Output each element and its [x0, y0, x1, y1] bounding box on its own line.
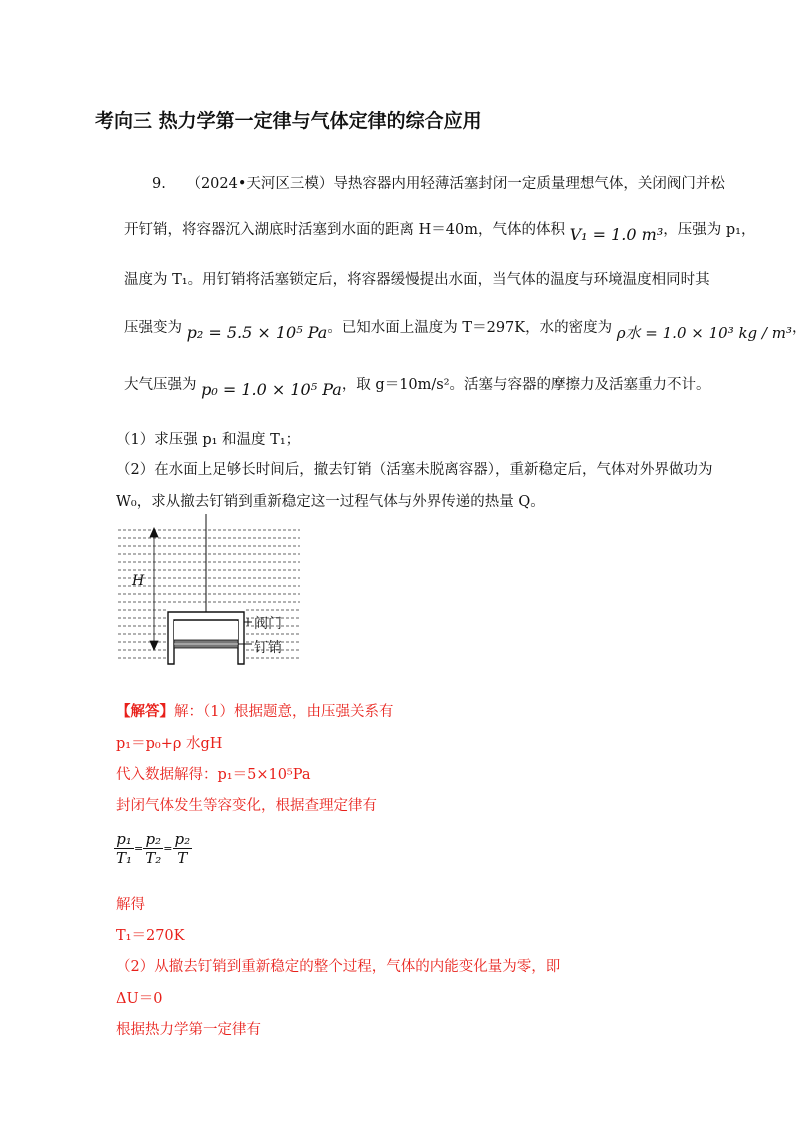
frac2-num: p₂	[143, 830, 163, 849]
question-text-1: 导热容器内用轻薄活塞封闭一定质量理想气体，关闭阀门并松	[333, 176, 725, 192]
eq-sign-1: =	[134, 842, 144, 855]
section-title: 考向三 热力学第一定律与气体定律的综合应用	[95, 110, 482, 132]
question-line-3: 温度为 T₁。用钉销将活塞锁定后，将容器缓慢提出水面，当气体的温度与环境温度相同时其	[124, 272, 710, 288]
valve-label: 阀门	[254, 616, 282, 632]
question-line-1	[152, 172, 725, 193]
answer-t1: T₁＝270K	[116, 928, 185, 944]
question-text-4b: 。已知水面上温度为 T＝297K，水的密度为	[327, 320, 613, 336]
question-text-5b: ，取 g＝10m/s²。活塞与容器的摩擦力及活塞重力不计。	[341, 377, 711, 393]
question-text-2b: ，压强为 p₁，	[663, 222, 756, 238]
answer-part2: （2）从撤去钉销到重新稳定的整个过程，气体的内能变化量为零，即	[116, 959, 561, 975]
charles-law-equation	[114, 830, 192, 867]
answer-eq1: p₁＝p₀+ρ 水gH	[116, 736, 223, 752]
eq-sign-2: =	[163, 842, 173, 855]
question-line-2	[124, 218, 756, 244]
answer-first-law: 根据热力学第一定律有	[116, 1022, 261, 1038]
fraction-3	[173, 830, 193, 867]
answer-intro	[116, 700, 393, 721]
math-p0: p₀ = 1.0 × 10⁵ Pa	[201, 380, 342, 399]
question-line-5	[124, 373, 711, 399]
frac3-den: T	[177, 849, 188, 867]
frac2-den: T₂	[145, 849, 162, 867]
frac1-num: p₁	[114, 830, 134, 849]
question-number: 9.	[152, 176, 166, 192]
sub-question-1: （1）求压强 p₁ 和温度 T₁；	[116, 432, 301, 448]
answer-du: ΔU＝0	[116, 991, 163, 1007]
depth-arrow	[150, 528, 158, 650]
fraction-2	[143, 830, 163, 867]
fraction-1	[114, 830, 134, 867]
question-text-5a: 大气压强为	[124, 377, 197, 393]
question-line-4	[124, 316, 807, 342]
answer-eq2: 代入数据解得：p₁＝5×10⁵Pa	[116, 767, 311, 783]
answer-line3: 封闭气体发生等容变化，根据查理定律有	[116, 798, 377, 814]
question-text-4c: ，	[792, 320, 807, 336]
math-v1: V₁ = 1.0 m³	[569, 225, 664, 244]
answer-solve: 解得	[116, 897, 145, 913]
math-p2: p₂ = 5.5 × 10⁵ Pa	[186, 323, 328, 342]
frac3-num: p₂	[174, 830, 191, 848]
gas-region	[174, 621, 238, 641]
pin-label: 钉销	[254, 640, 282, 656]
valve	[244, 618, 252, 626]
sub-question-2-line-2: W₀，求从撤去钉销到重新稳定这一过程气体与外界传递的热量 Q。	[116, 494, 545, 510]
question-source: （2024•天河区三模）	[186, 176, 334, 192]
answer-intro-text: 解：（1）根据题意，由压强关系有	[174, 704, 394, 720]
sub-question-2-line-1: （2）在水面上足够长时间后，撤去钉销（活塞未脱离容器），重新稳定后，气体对外界做功为	[116, 462, 713, 478]
question-text-4a: 压强变为	[124, 320, 182, 336]
math-rho: ρ水 = 1.0 × 10³ kg / m³	[616, 324, 792, 342]
container-diagram	[118, 514, 318, 666]
question-text-2a: 开钉销，将容器沉入湖底时活塞到水面的距离 H＝40m，气体的体积	[124, 222, 565, 238]
answer-heading: 【解答】	[116, 703, 174, 720]
depth-label: H	[132, 573, 145, 589]
frac1-den: T₁	[116, 849, 133, 867]
